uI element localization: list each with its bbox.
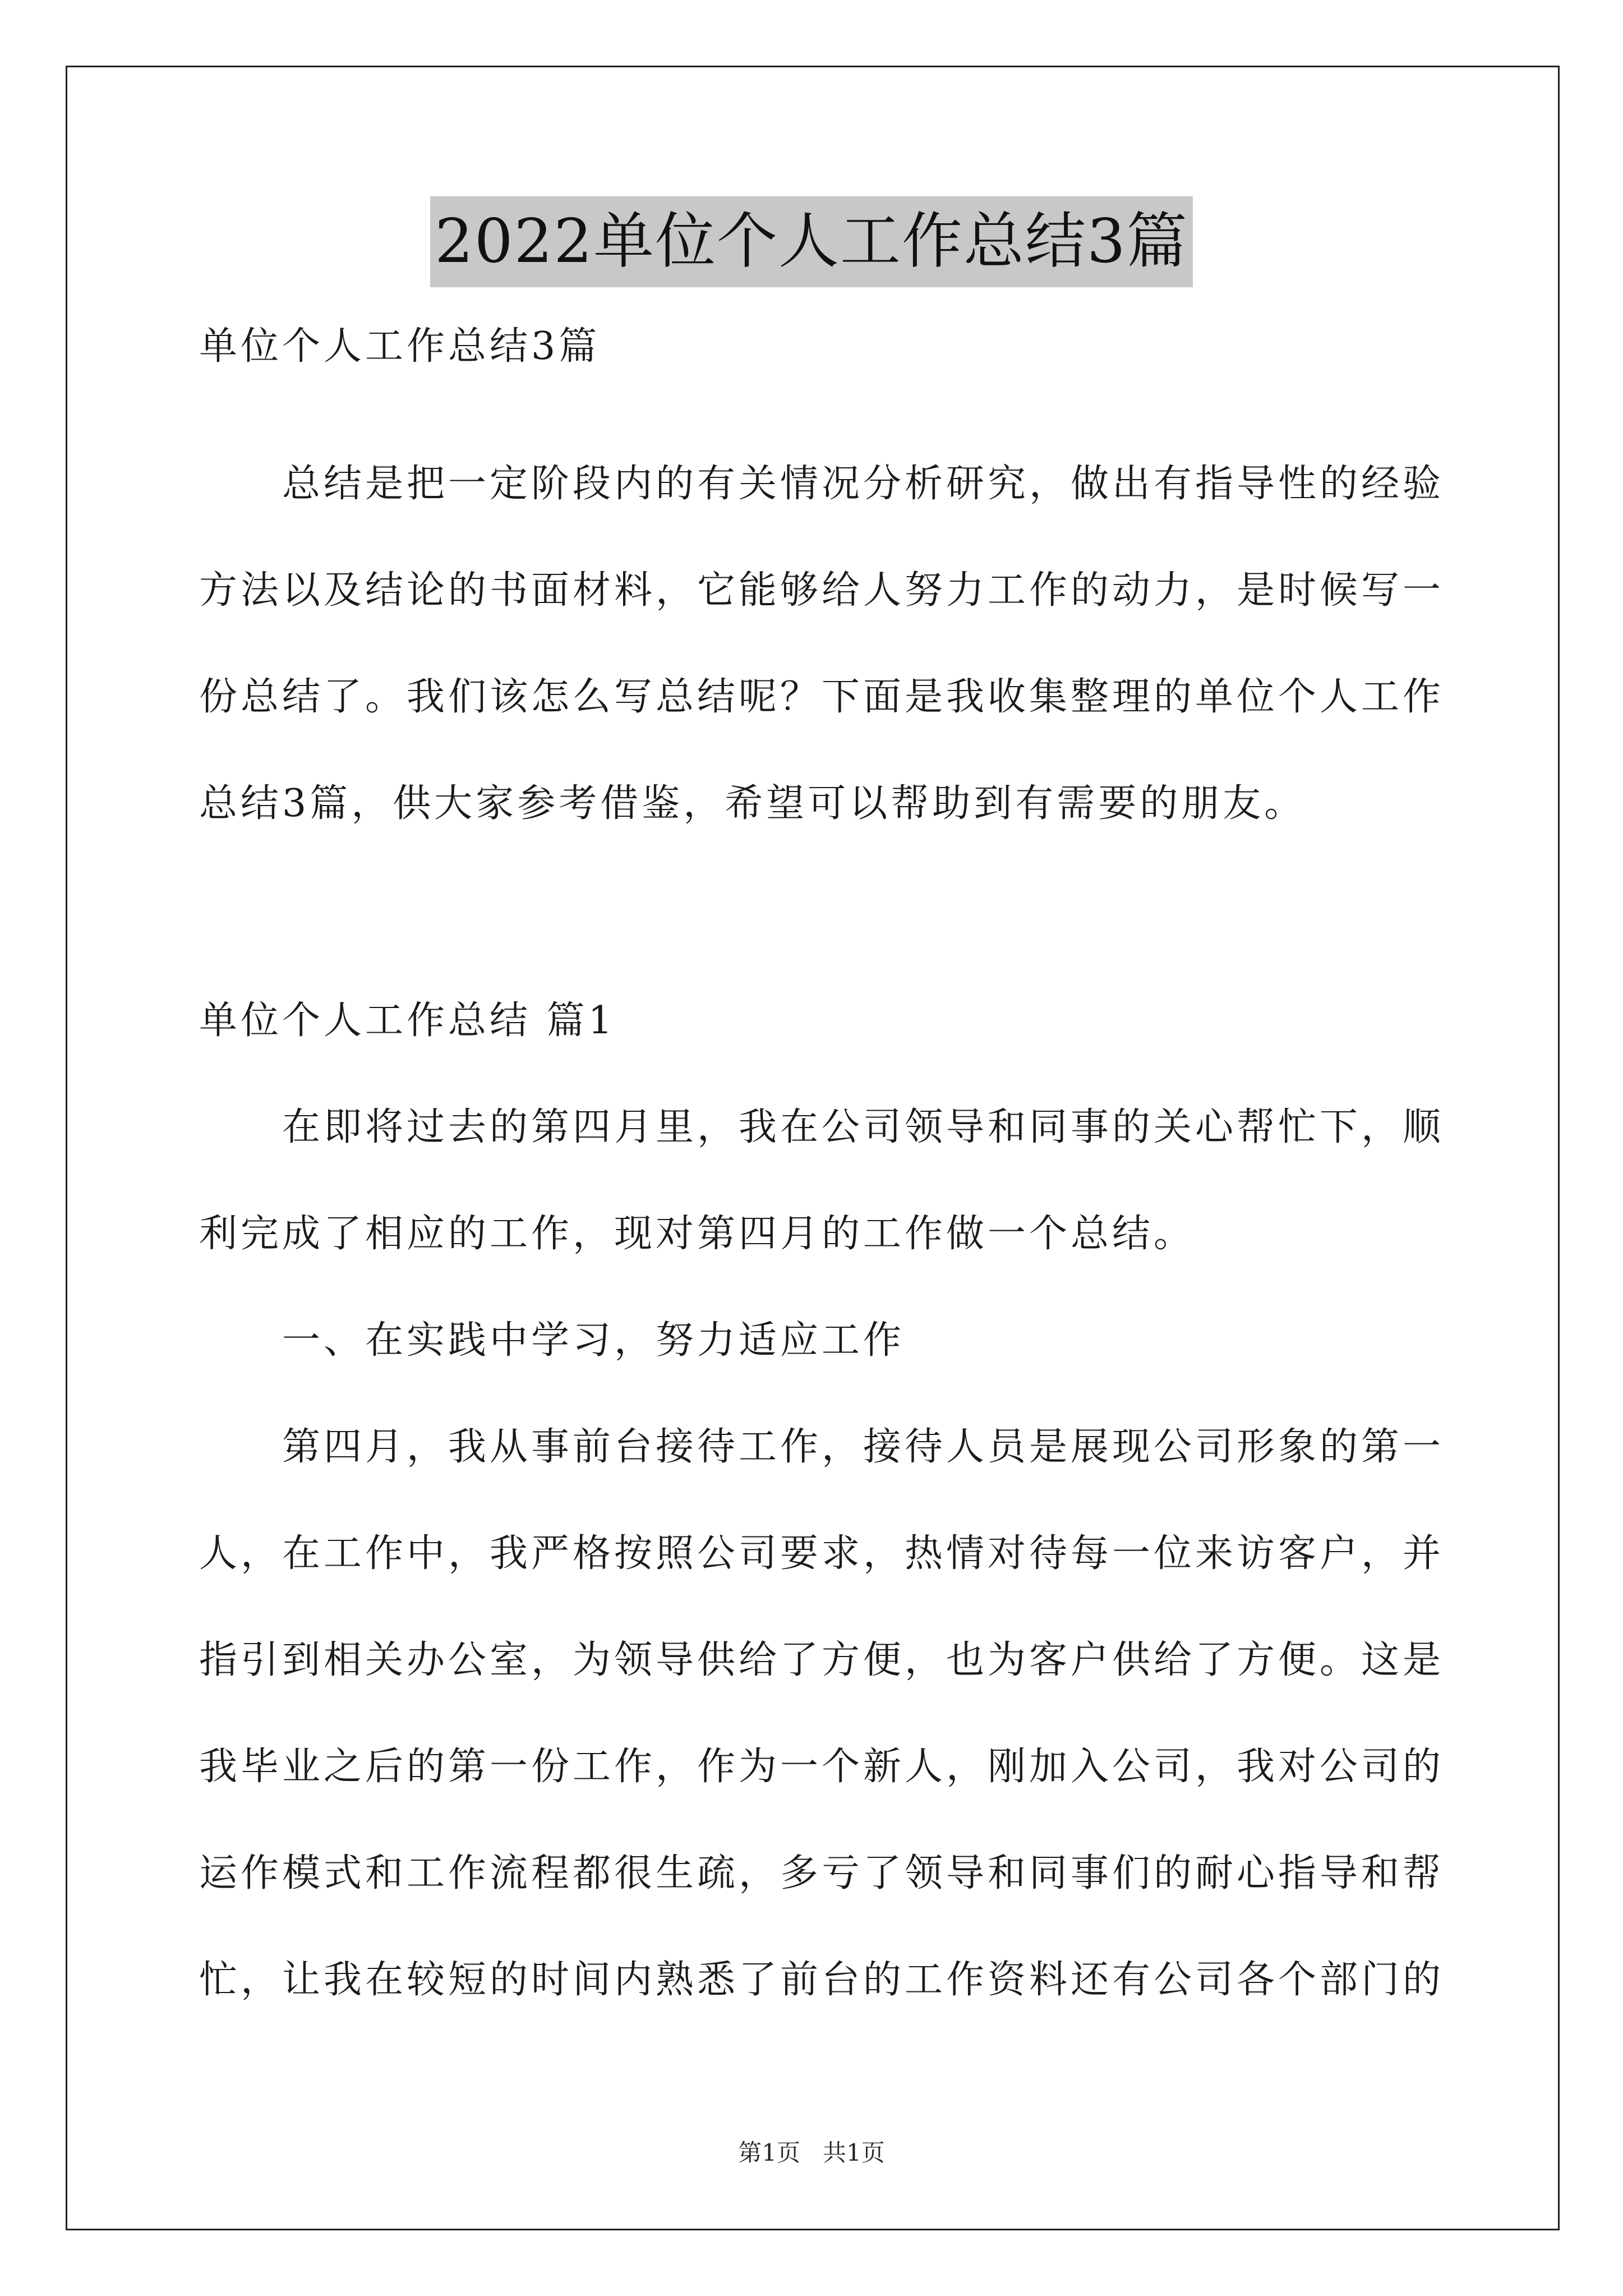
paragraph-line: 人，在工作中，我严格按照公司要求，热情对待每一位来访客户，并 (199, 1531, 1445, 1576)
paragraph-line: 在即将过去的第四月里，我在公司领导和同事的关心帮忙下，顺 (282, 1105, 1445, 1149)
paragraph-line: 利完成了相应的工作，现对第四月的工作做一个总结。 (199, 1212, 1196, 1256)
paragraph-line: 总结3篇，供大家参考借鉴，希望可以帮助到有需要的朋友。 (199, 781, 1306, 826)
subtitle-line: 单位个人工作总结3篇 (199, 324, 601, 369)
paragraph-line: 总结是把一定阶段内的有关情况分析研究，做出有指导性的经验 (282, 462, 1445, 506)
paragraph-line: 方法以及结论的书面材料，它能够给人努力工作的动力，是时候写一 (199, 568, 1445, 613)
paragraph-line: 指引到相关办公室，为领导供给了方便，也为客户供给了方便。这是 (199, 1638, 1445, 1682)
section-heading: 单位个人工作总结 篇1 (199, 999, 616, 1043)
subheading-line: 一、在实践中学习，努力适应工作 (282, 1318, 905, 1363)
paragraph-line: 运作模式和工作流程都很生疏，多亏了领导和同事们的耐心指导和帮 (199, 1851, 1445, 1895)
paragraph-line: 我毕业之后的第一份工作，作为一个新人，刚加入公司，我对公司的 (199, 1745, 1445, 1789)
document-title: 2022单位个人工作总结3篇 (430, 196, 1193, 287)
paragraph-line: 第四月，我从事前台接待工作，接待人员是展现公司形象的第一 (282, 1425, 1445, 1469)
paragraph-line: 份总结了。我们该怎么写总结呢？下面是我收集整理的单位个人工作 (199, 675, 1445, 719)
title-wrap (0, 196, 1623, 287)
page-footer: 第1页 共1页 (738, 2139, 885, 2166)
paragraph-line: 忙，让我在较短的时间内熟悉了前台的工作资料还有公司各个部门的 (199, 1958, 1445, 2002)
